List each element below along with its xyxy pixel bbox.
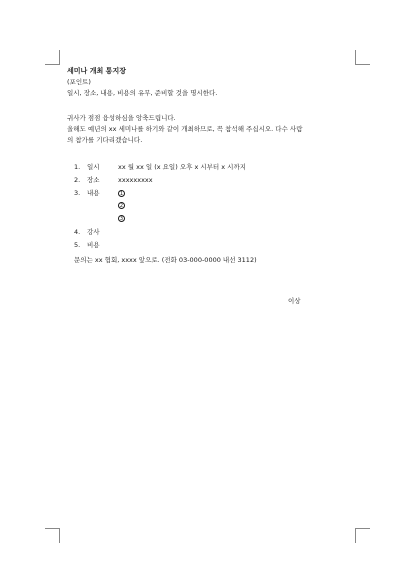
document-title: 세미나 개최 통지장 — [67, 67, 126, 75]
content-sub-item — [67, 199, 357, 212]
body-text-line-1: 올해도 예년의 xx 세미나를 하기와 같이 개최하므로, 꼭 참석해 주십시오. 다수 사람 — [67, 125, 303, 133]
crop-mark-top-left — [45, 50, 60, 65]
list-item-place — [67, 173, 357, 186]
list-item-lecturer — [67, 225, 357, 238]
item-number: 3. — [74, 188, 81, 197]
item-value: xxxxxxxxx — [118, 175, 153, 184]
crop-mark-top-right — [355, 50, 370, 65]
body-text-line-2: 의 참가를 기다리겠습니다. — [67, 136, 143, 144]
item-key: 비용 — [87, 240, 100, 249]
list-item-cost — [67, 238, 357, 251]
document-body — [67, 66, 357, 266]
crop-mark-bottom-left — [45, 528, 60, 543]
circled-number-marker: 3 — [119, 216, 124, 222]
item-list — [67, 160, 357, 251]
content-sub-item — [67, 212, 357, 225]
list-item-content — [67, 186, 357, 199]
item-number: 5. — [74, 240, 81, 249]
point-label: (포인트) — [67, 78, 91, 86]
circled-number-marker: 1 — [119, 190, 124, 197]
item-key: 장소 — [87, 175, 100, 184]
inquiry-text: 문의는 xx 협회, xxxx 앞으로. (전화 03-000-0000 내선 3112) — [74, 256, 257, 264]
item-value — [118, 188, 357, 198]
item-key: 강사 — [87, 227, 100, 236]
item-value: xx 월 xx 일 (x 요일) 오후 x 시부터 x 시까지 — [118, 162, 247, 171]
greeting-text: 귀사가 점점 융성하심을 앙축드립니다. — [67, 114, 176, 122]
item-key: 내용 — [87, 188, 100, 197]
point-text: 일시, 장소, 내용, 비용의 유무, 준비할 것을 명시한다. — [67, 89, 218, 97]
crop-mark-bottom-right — [355, 528, 370, 543]
circled-number-marker: 2 — [119, 203, 124, 209]
closing-text: 이상 — [288, 297, 301, 305]
item-key: 일시 — [87, 162, 100, 171]
item-number: 4. — [74, 227, 81, 236]
item-number: 2. — [74, 175, 81, 184]
item-number: 1. — [74, 162, 81, 171]
list-item-date — [67, 160, 357, 173]
